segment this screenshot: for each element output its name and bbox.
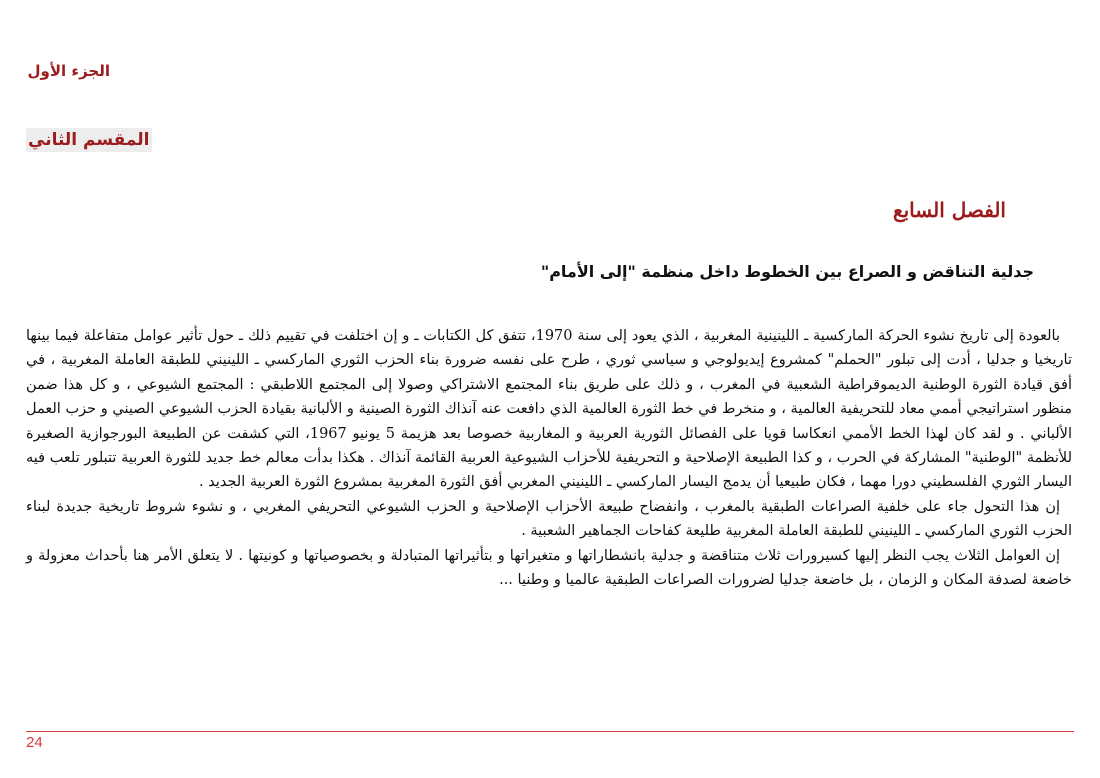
page-number: 24 [26, 734, 43, 751]
chapter-subtitle: جدلية التناقض و الصراع بين الخطوط داخل منظمة "إلى الأمام" [540, 262, 1034, 281]
paragraph: بالعودة إلى تاريخ نشوء الحركة الماركسية ـ اللينينية المغربية ، الذي يعود إلى سنة 1970، تتفق كل الكتابات ـ و إن اختلفت في تقييم ذلك ـ حول تأثير عوامل متفاعلة فيما بينها تاريخيا و جدليا ، أدت إلى تبلور "الحملم" كمشروع إيديولوجي و سياسي ثوري ، طرح على نفسه ضرورة بناء الحزب الثوري الماركسي ـ اللينيني للطبقة العاملة المغربية ، في أفق قيادة الثورة الوطنية الديموقراطية الشعبية في المغرب ، و ذلك على طريق بناء المجتمع الاشتراكي وصولا إلى المجتمع اللاطبقي : المجتمع الشيوعي ، و كل هذا ضمن منظور استراتيجي أممي معاد للتحريفية العالمية ، و منخرط في خط الثورة العالمية الذي دافعت عنه آنذاك الثورة الصينية و الألبانية بقيادة الحزب الشيوعي الصيني و حزب العمل الألباني . و لقد كان لهذا الخط الأممي انعكاسا قويا على الفصائل الثورية العربية و المغاربية خصوصا بعد هزيمة 5 يونيو 1967، التي كشفت عن الطبيعة البورجوازية الصغيرة للأنظمة "الوطنية" المشاركة في الحرب ، و كذا الطبيعة الإصلاحية و التحريفية للأحزاب الشيوعية العربية القائمة آنذاك . هكذا بدأت معالم خط جديد للثورة العربية تتبلور تلعب فيه اليسار الثوري الفلسطيني دورا مهما ، فكان طبيعيا أن يدمج اليسار الماركسي ـ اللينيني المغربي أفق الثورة المغربية بمشروع الثورة العربية الجديد . [26, 328, 1072, 491]
section-heading: المقسم الثاني [28, 130, 150, 150]
paragraph: إن العوامل الثلاث يجب النظر إليها كسيرورات ثلاث متناقضة و جدلية بانشطاراتها و متغيراتها و بتأثيراتها المتبادلة و بخصوصياتها و كونيتها . لا يتعلق الأمر هنا بأحداث معزولة و خاضعة لصدفة المكان و الزمان ، بل خاضعة جدليا لضرورات الصراعات الطبقية عالميا و وطنيا ... [26, 547, 1072, 589]
chapter-title: الفصل السابع [892, 198, 1006, 222]
part-heading: الجزء الأول [27, 62, 110, 80]
paragraph: إن هذا التحول جاء على خلفية الصراعات الطبقية بالمغرب ، وانفضاح طبيعة الأحزاب الإصلاحية و الحزب الشيوعي التحريفي المغربي ، و نشوء شروط تاريخية جديدة لبناء الحزب الثوري الماركسي ـ اللينيني للطبقة العاملة المغربية طليعة كفاحات الجماهير الشعبية . [26, 498, 1072, 540]
footer-divider [26, 731, 1074, 732]
body-text [26, 324, 1072, 592]
